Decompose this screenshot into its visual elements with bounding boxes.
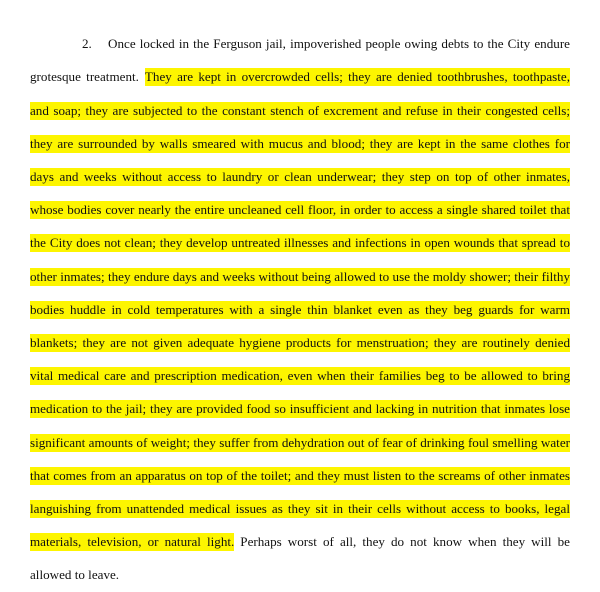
paragraph-2 (30, 27, 570, 591)
paragraph-closing-text: Perhaps worst of all, they do not know when they will be allowed to leave. (30, 534, 570, 583)
paragraph-lead-text: Once locked in the Ferguson jail, impoverished people owing debts to the City endure grotesque treatment. (30, 36, 570, 85)
paragraph-number: 2. (82, 36, 92, 52)
highlighted-passage: They are kept in overcrowded cells; they are denied toothbrushes, toothpaste, and soap; they are subjected to the constant stench of excrement and refuse in their congested cells; they are surrounded by walls smeared with mucus and blood; they are kept in the same clothes for days and weeks without access to laundry or clean underwear; they step on top of other inmates, whose bodies cover nearly the entire uncleaned cell floor, in order to access a single shared toilet that the City does not clean; they develop untreated illnesses and infections in open wounds that spread to other inmates; they endure days and weeks without being allowed to use the moldy shower; their filthy bodies huddle in cold temperatures with a single thin blanket even as they beg guards for warm blankets; they are not given adequate hygiene products for menstruation; they are routinely denied vital medical care and prescription medication, even when their families beg to be allowed to bring medication to the jail; they are provided food so insufficient and lacking in nutrition that inmates lose significant amounts of weight; they suffer from dehydration out of fear of drinking foul smelling water that comes from an apparatus on top of the toilet; and they must listen to the screams of other inmates languishing from unattended medical issues as they sit in their cells without access to books, legal materials, television, or natural light. (30, 69, 570, 550)
